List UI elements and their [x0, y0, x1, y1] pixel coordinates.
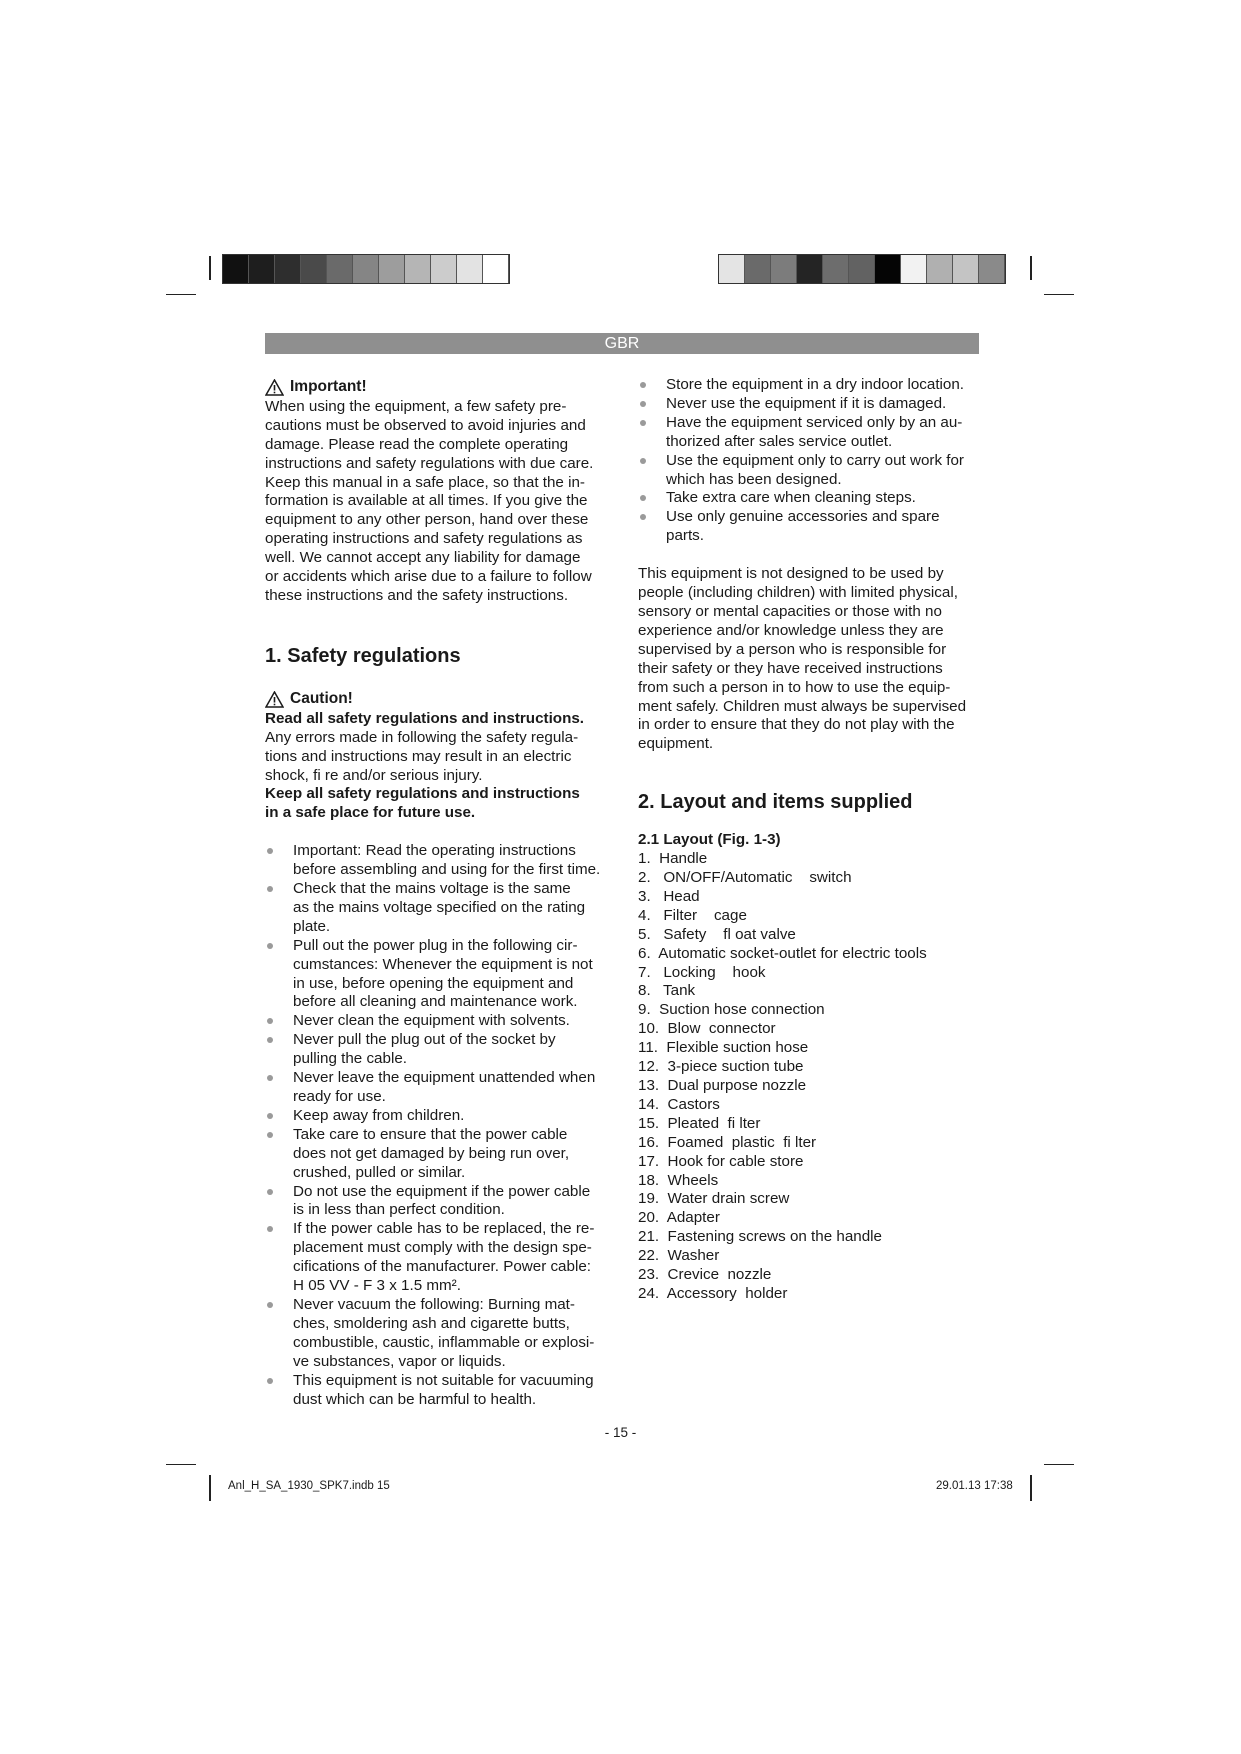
- text-line: formation is available at all times. If you give the: [265, 492, 588, 510]
- list-item: [265, 1296, 615, 1372]
- color-swatch: [875, 255, 901, 283]
- list-item-text: cumstances: Whenever the equipment is not: [293, 955, 593, 973]
- text-line: This equipment is not designed to be used by: [638, 565, 944, 583]
- layout-item: 14. Castors: [638, 1095, 720, 1113]
- list-item-text: plate.: [293, 917, 331, 935]
- layout-item: 3. Head: [638, 887, 700, 905]
- safety-bullet-list: [265, 842, 615, 1409]
- color-swatch: [483, 255, 509, 283]
- bullet-dot-icon: [267, 1302, 273, 1308]
- text-line: ment safely. Children must always be supervised: [638, 697, 967, 715]
- text-line: damage. Please read the complete operating: [265, 435, 569, 453]
- list-item-text: combustible, caustic, inflammable or explosi-: [293, 1333, 595, 1351]
- important-heading: Important!: [265, 378, 615, 397]
- layout-item: 16. Foamed plastic fi lter: [638, 1133, 817, 1151]
- layout-item: 10. Blow connector: [638, 1020, 776, 1038]
- caution-body: [265, 710, 615, 823]
- text-line: shock, fi re and/or serious injury.: [265, 766, 483, 784]
- color-swatch: [405, 255, 431, 283]
- crop-mark: [1030, 256, 1032, 280]
- list-item-text: This equipment is not suitable for vacuuming: [293, 1371, 594, 1389]
- list-item-text: H 05 VV - F 3 x 1.5 mm².: [293, 1277, 461, 1295]
- color-swatch: [275, 255, 301, 283]
- color-swatch: [771, 255, 797, 283]
- list-item: [638, 452, 988, 490]
- text-line: or accidents which arise due to a failure to follow: [265, 568, 592, 586]
- list-item-text: crushed, pulled or similar.: [293, 1163, 466, 1181]
- crop-mark: [209, 256, 211, 280]
- crop-mark: [1044, 1464, 1074, 1465]
- children-notice: [638, 565, 988, 754]
- list-item: [265, 1031, 615, 1069]
- list-item: [265, 880, 615, 937]
- color-swatch: [849, 255, 875, 283]
- list-item: [265, 1069, 615, 1107]
- text-line: Read all safety regulations and instructions.: [265, 709, 585, 727]
- layout-item: 11. Flexible suction hose: [638, 1039, 809, 1057]
- list-item: [265, 1220, 615, 1296]
- important-body: [265, 398, 615, 606]
- list-item-text: Never pull the plug out of the socket by: [293, 1031, 556, 1049]
- color-calibration-bar-left: [222, 254, 510, 284]
- layout-item: 21. Fastening screws on the handle: [638, 1228, 882, 1246]
- list-item-text: Never use the equipment if it is damaged.: [666, 394, 947, 412]
- text-line: these instructions and the safety instructions.: [265, 586, 569, 604]
- list-item: [265, 1126, 615, 1183]
- crop-mark: [1044, 294, 1074, 295]
- color-swatch: [979, 255, 1005, 283]
- list-item-text: Check that the mains voltage is the same: [293, 880, 571, 898]
- color-swatch: [457, 255, 483, 283]
- bullet-dot-icon: [267, 848, 273, 854]
- list-item-text: which has been designed.: [666, 470, 842, 488]
- list-item-text: Store the equipment in a dry indoor location.: [666, 376, 965, 393]
- bullet-dot-icon: [267, 1037, 273, 1043]
- crop-mark: [166, 294, 196, 295]
- color-swatch: [223, 255, 249, 283]
- warning-triangle-icon: [265, 379, 284, 396]
- layout-item: 13. Dual purpose nozzle: [638, 1077, 807, 1094]
- layout-item: 17. Hook for cable store: [638, 1152, 804, 1170]
- layout-item: 18. Wheels: [638, 1171, 719, 1189]
- list-item: [265, 1183, 615, 1221]
- color-swatch: [327, 255, 353, 283]
- color-swatch: [249, 255, 275, 283]
- text-line: operating instructions and safety regulations as: [265, 530, 583, 548]
- layout-item: 9. Suction hose connection: [638, 1001, 825, 1019]
- text-line: When using the equipment, a few safety pre-: [265, 397, 567, 415]
- text-line: well. We cannot accept any liability for damage: [265, 549, 581, 567]
- color-swatch: [431, 255, 457, 283]
- list-item-text: Do not use the equipment if the power cable: [293, 1182, 591, 1200]
- list-item-text: Keep away from children.: [293, 1106, 465, 1124]
- list-item-text: thorized after sales service outlet.: [666, 432, 893, 450]
- list-item-text: pulling the cable.: [293, 1050, 407, 1068]
- text-line: from such a person in to how to use the equip-: [638, 678, 951, 696]
- list-item-text: Use only genuine accessories and spare: [666, 508, 940, 526]
- list-item-text: does not get damaged by being run over,: [293, 1144, 570, 1162]
- bullet-dot-icon: [640, 514, 646, 520]
- color-swatch: [927, 255, 953, 283]
- warning-triangle-icon: [265, 691, 284, 708]
- text-line: instructions and safety regulations with due care.: [265, 454, 594, 472]
- bullet-dot-icon: [640, 495, 646, 501]
- bullet-dot-icon: [267, 1132, 273, 1138]
- section-title-safety: 1. Safety regulations: [265, 644, 461, 667]
- list-item-text: placement must comply with the design spe-: [293, 1239, 592, 1257]
- bullet-dot-icon: [267, 1075, 273, 1081]
- color-swatch: [745, 255, 771, 283]
- layout-subtitle: 2.1 Layout (Fig. 1-3): [638, 831, 781, 849]
- color-swatch: [953, 255, 979, 283]
- list-item-text: before all cleaning and maintenance work.: [293, 993, 578, 1011]
- list-item-text: ready for use.: [293, 1088, 386, 1105]
- bullet-dot-icon: [640, 458, 646, 464]
- list-item-text: dust which can be harmful to health.: [293, 1390, 537, 1408]
- layout-item: 8. Tank: [638, 982, 696, 1000]
- layout-item: 23. Crevice nozzle: [638, 1266, 772, 1284]
- list-item: [265, 937, 615, 1013]
- bullet-dot-icon: [640, 420, 646, 426]
- text-line: Keep all safety regulations and instructions: [265, 785, 580, 803]
- layout-item: 4. Filter cage: [638, 906, 747, 924]
- color-calibration-bar-right: [718, 254, 1006, 284]
- bullet-dot-icon: [267, 1113, 273, 1119]
- layout-item: 19. Water drain screw: [638, 1190, 790, 1208]
- list-item: [638, 395, 988, 414]
- language-header-bar: [265, 333, 979, 354]
- text-line: supervised by a person who is responsible for: [638, 640, 947, 658]
- list-item-text: cifications of the manufacturer. Power cable:: [293, 1258, 591, 1276]
- crop-mark: [166, 1464, 196, 1465]
- crop-mark: [1030, 1475, 1032, 1501]
- list-item-text: Take extra care when cleaning steps.: [666, 489, 916, 507]
- layout-item: 2. ON/OFF/Automatic switch: [638, 869, 852, 887]
- list-item: [265, 842, 615, 880]
- additional-safety-bullet-list: [638, 376, 988, 546]
- text-line: tions and instructions may result in an electric: [265, 747, 572, 765]
- text-line: in a safe place for future use.: [265, 804, 476, 822]
- page-number: - 15 -: [604, 1425, 637, 1440]
- list-item-text: Never clean the equipment with solvents.: [293, 1012, 570, 1030]
- text-line: Any errors made in following the safety regula-: [265, 728, 579, 746]
- text-line: experience and/or knowledge unless they are: [638, 621, 944, 639]
- caution-heading: Caution!: [265, 690, 615, 709]
- color-swatch: [379, 255, 405, 283]
- list-item: [265, 1372, 615, 1410]
- text-line: equipment to any other person, hand over these: [265, 511, 589, 529]
- text-line: sensory or mental capacities or those with no: [638, 602, 942, 620]
- list-item-text: parts.: [666, 527, 704, 545]
- list-item-text: Have the equipment serviced only by an au-: [666, 413, 963, 431]
- bullet-dot-icon: [640, 382, 646, 388]
- section-title-layout: 2. Layout and items supplied: [638, 791, 913, 814]
- list-item-text: If the power cable has to be replaced, the re-: [293, 1220, 595, 1238]
- list-item-text: Important: Read the operating instructions: [293, 842, 576, 860]
- bullet-dot-icon: [267, 1378, 273, 1384]
- language-tag: GBR: [604, 335, 640, 352]
- right-column: [638, 376, 988, 1304]
- list-item: [638, 414, 988, 452]
- bullet-dot-icon: [267, 943, 273, 949]
- crop-mark: [209, 1475, 211, 1501]
- footer-file-info: Anl_H_SA_1930_SPK7.indb 15: [228, 1480, 390, 1492]
- text-line: Keep this manual in a safe place, so that the in-: [265, 473, 585, 491]
- list-item-text: Never leave the equipment unattended when: [293, 1069, 596, 1087]
- list-item: [265, 1107, 615, 1126]
- list-item-text: Never vacuum the following: Burning mat-: [293, 1295, 575, 1313]
- layout-item: 24. Accessory holder: [638, 1284, 788, 1302]
- left-column: [265, 378, 615, 1409]
- list-item-text: as the mains voltage specified on the rating: [293, 898, 586, 916]
- list-item-text: ve substances, vapor or liquids.: [293, 1352, 506, 1370]
- bullet-dot-icon: [267, 1189, 273, 1195]
- bullet-dot-icon: [267, 1226, 273, 1232]
- color-swatch: [901, 255, 927, 283]
- list-item: [638, 508, 988, 546]
- color-swatch: [719, 255, 745, 283]
- footer-date: 29.01.13 17:38: [936, 1480, 1013, 1492]
- color-swatch: [353, 255, 379, 283]
- layout-item: 5. Safety fl oat valve: [638, 925, 796, 943]
- list-item-text: in use, before opening the equipment and: [293, 974, 574, 992]
- color-swatch: [823, 255, 849, 283]
- layout-item: 15. Pleated fi lter: [638, 1114, 761, 1132]
- layout-item: 22. Washer: [638, 1247, 720, 1265]
- list-item-text: ches, smoldering ash and cigarette butts,: [293, 1314, 570, 1332]
- list-item-text: Use the equipment only to carry out work for: [666, 451, 964, 469]
- text-line: cautions must be observed to avoid injuries and: [265, 416, 586, 434]
- list-item-text: before assembling and using for the first time.: [293, 861, 601, 879]
- text-line: their safety or they have received instructions: [638, 659, 943, 677]
- layout-item: 1. Handle: [638, 850, 708, 868]
- list-item-text: Pull out the power plug in the following cir-: [293, 936, 578, 954]
- layout-item: 7. Locking hook: [638, 963, 766, 981]
- bullet-dot-icon: [267, 886, 273, 892]
- color-swatch: [797, 255, 823, 283]
- layout-item: 20. Adapter: [638, 1209, 720, 1227]
- layout-item: 12. 3-piece suction tube: [638, 1058, 804, 1076]
- list-item: [265, 1012, 615, 1031]
- layout-item-list: [638, 850, 988, 1304]
- text-line: people (including children) with limited physical,: [638, 584, 958, 602]
- layout-item: 6. Automatic socket-outlet for electric tools: [638, 944, 927, 962]
- list-item: [638, 489, 988, 508]
- bullet-dot-icon: [267, 1018, 273, 1024]
- bullet-dot-icon: [640, 401, 646, 407]
- text-line: equipment.: [638, 735, 714, 753]
- list-item-text: is in less than perfect condition.: [293, 1201, 505, 1219]
- text-line: in order to ensure that they do not play with the: [638, 716, 955, 734]
- color-swatch: [301, 255, 327, 283]
- list-item-text: Take care to ensure that the power cable: [293, 1125, 568, 1143]
- list-item: [638, 376, 988, 395]
